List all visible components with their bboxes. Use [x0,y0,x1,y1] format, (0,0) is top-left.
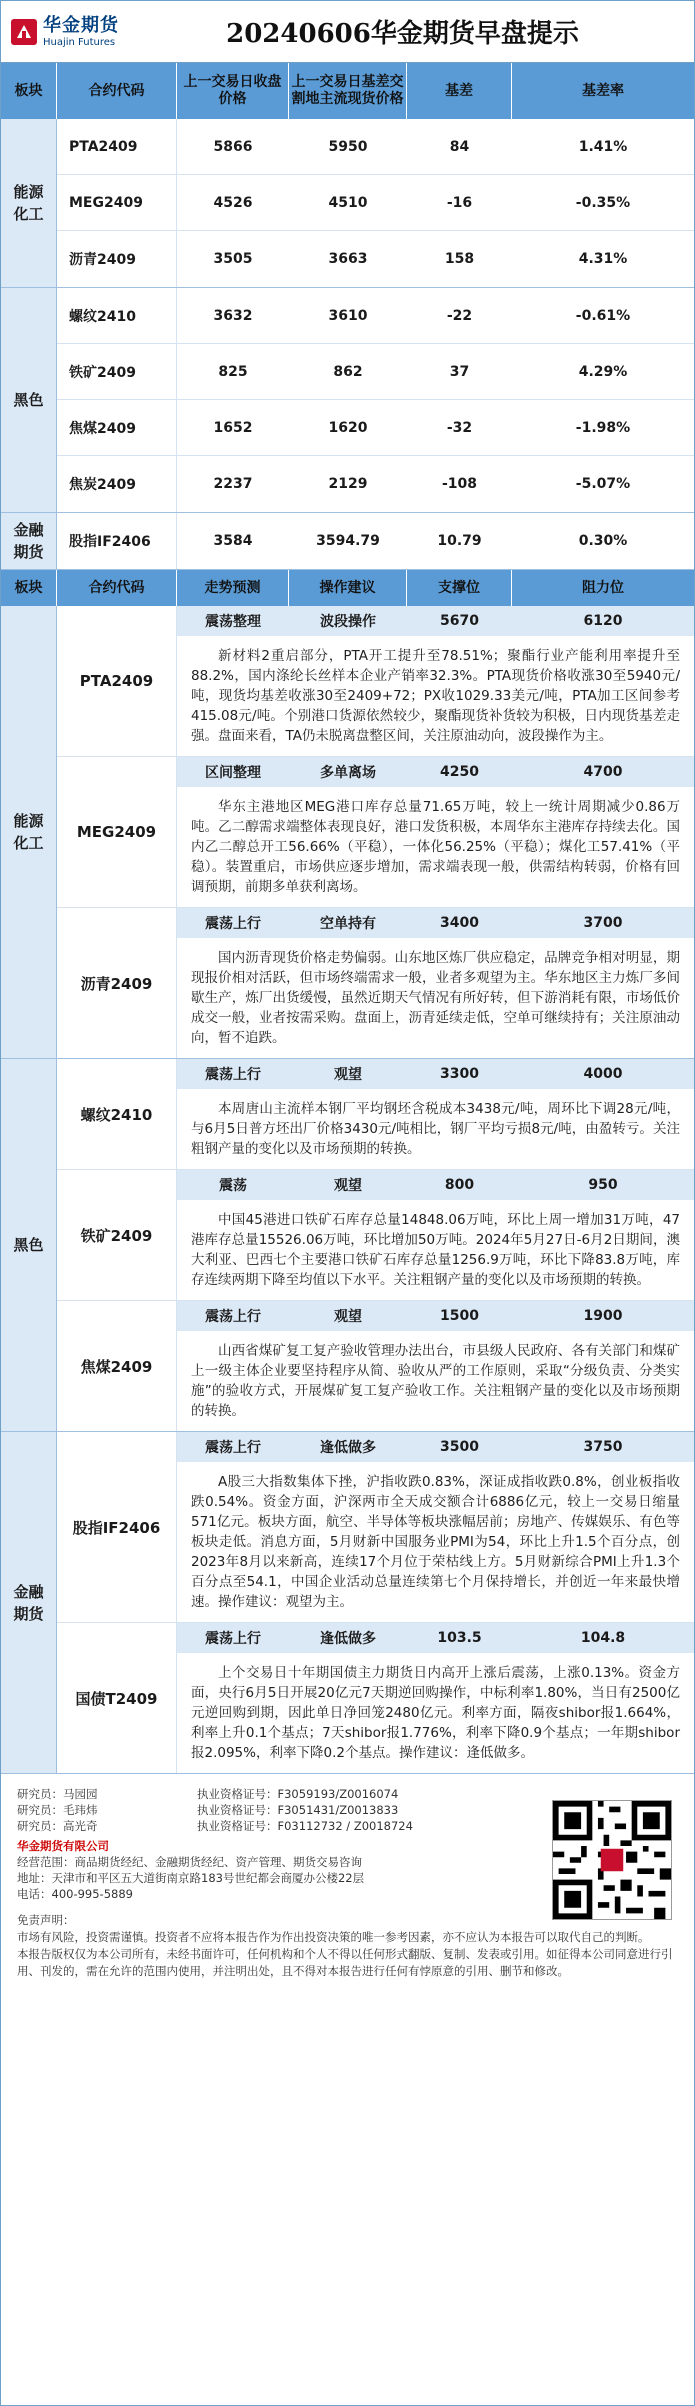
basis-cell: 焦炭2409 [57,456,177,512]
basis-cell: 3505 [213,251,253,267]
contract-body [177,757,694,907]
contract-summary [177,1059,694,1089]
basis-cell: 37 [449,363,470,380]
strategy-table-header [1,570,694,606]
contract-summary [177,757,694,787]
strategy-header-cell: 板块 [1,570,57,606]
contract-block [57,1170,694,1301]
basis-cell: 1.41% [578,138,628,155]
support-level: 5670 [440,613,479,629]
resistance-level: 4000 [583,1066,623,1082]
contract-block [57,908,694,1058]
sector-label: 黑色 [1,288,57,512]
basis-sector-group [1,513,694,570]
strategy-rows [57,1059,694,1431]
disclaimer-risk: 市场有风险，投资需谨慎。投资者不应将本报告作为作出投资决策的唯一参考因素，亦不应认为本报告可以取代自己的判断。 [17,1930,650,1944]
resistance-level: 1900 [583,1308,623,1324]
basis-cell: MEG2409 [57,175,177,230]
contract-block [57,1432,694,1623]
operation-advice: 多单离场 [320,765,376,781]
strategy-rows [57,1432,694,1773]
contract-block [57,757,694,908]
contract-block [57,1623,694,1773]
basis-header-cell: 基差 [407,63,512,119]
contract-code: 铁矿2409 [57,1170,177,1300]
contract-body [177,606,694,756]
basis-cell: 5866 [213,138,253,155]
basis-cell: 2129 [328,476,368,492]
brand-logo [1,15,171,49]
trend-forecast: 震荡上行 [205,916,261,932]
brand-logo-icon [11,19,37,45]
researcher-name: 研究员：毛玮炜 [17,1803,98,1817]
contract-code: MEG2409 [57,757,177,907]
disclaimer-title: 免责声明： [17,1913,75,1927]
basis-cell: 3663 [328,251,368,267]
trend-forecast: 震荡 [219,1178,247,1194]
disclaimer-copyright: 本报告版权仅为本公司所有，未经书面许可，任何机构和个人不得以任何形式翻版、复制、发表或引用。如征得本公司同意进行引用、刊发的，需在允许的范围内使用，并注明出处，且不得对本报告进行任何有悖原意的引用、删节和修改。 [17,1947,673,1978]
contract-block [57,1301,694,1431]
contract-body [177,1301,694,1431]
trend-forecast: 区间整理 [205,765,261,781]
strategy-header-cell: 阻力位 [582,579,624,596]
researcher-name: 研究员：马园园 [17,1787,98,1801]
operation-advice: 观望 [334,1309,362,1325]
basis-cell: 铁矿2409 [57,344,177,399]
basis-cell: 1652 [213,419,253,436]
contract-block [57,606,694,757]
basis-cell: 3610 [328,307,368,324]
support-level: 103.5 [437,1630,482,1646]
sector-label: 能源化工 [1,119,57,287]
table-row [57,231,694,287]
basis-cell: 3632 [213,307,253,324]
commentary-text: 华东主港地区MEG港口库存总量71.65万吨，较上一统计周期减少0.86万吨。乙二醇需求端整体表现良好，港口发货积极，本周华东主港库存持续去化。国内乙二醇总开工56.66%（平稳），一体化56.25%（平稳）；煤化工57.41%（平稳）。装置重启，市场供应逐步增加，需求端表现一般，供需结构转弱，价格有回调预期，前期多单获利离场。 [191,799,680,895]
strategy-rows [57,606,694,1058]
basis-cell: 4510 [328,194,368,211]
operation-advice: 波段操作 [320,614,376,630]
strategy-header-cell: 支撑位 [407,570,512,606]
contract-code: 沥青2409 [57,908,177,1058]
basis-cell: 4.31% [578,251,628,267]
basis-header-cell: 合约代码 [57,63,177,119]
operation-advice: 观望 [334,1067,362,1083]
business-scope: 经营范围：商品期货经纪、金融期货经纪、资产管理、期货交易咨询 [17,1855,362,1869]
sector-label: 黑色 [1,1059,57,1431]
table-row [57,344,694,400]
basis-sector-group [1,288,694,513]
table-row [57,456,694,512]
contract-summary [177,1623,694,1653]
commentary-text: 中国45港进口铁矿石库存总量14848.06万吨，环比上周一增加31万吨，47港库存总量15526.06万吨，环比增加50万吨。2024年5月27日-6月2日期间，澳大利亚、巴西七个主要港口铁矿石库存总量1256.9万吨，环比下降83.8万吨，库存连续两期下降至均值以下水平。关注粗钢产量的变化以及市场预期的转换。 [191,1212,680,1288]
commentary-text: A股三大指数集体下挫，沪指收跌0.83%，深证成指收跌0.8%，创业板指收跌0.54%。资金方面，沪深两市全天成交额合计6886亿元，较上一交易日缩量571亿元。板块方面，航空、半导体等板块涨幅居前；房地产、传媒娱乐、有色等板块走低。消息方面，5月财新中国服务业PMI为54，环比上升1.5个百分点，创2023年8月以来新高，连续17个月位于荣枯线上方。5月财新综合PMI上升1.3个百分点至54.1，中国企业活动总量连续第七个月保持增长，并创近一年来最快增速。操作建议：观望为主。 [191,1474,680,1610]
strategy-sector-group [1,606,694,1059]
contract-block [57,1059,694,1170]
trend-forecast: 震荡上行 [205,1440,261,1456]
trend-forecast: 震荡上行 [205,1631,261,1647]
basis-cell: 3594.79 [316,533,380,549]
contract-code: 焦煤2409 [57,1301,177,1431]
contract-body [177,908,694,1058]
basis-cell: 1620 [328,419,368,436]
sector-label: 金融期货 [1,513,57,569]
basis-cell: -22 [446,307,473,324]
resistance-level: 4700 [583,764,623,780]
sector-label: 金融期货 [1,1432,57,1773]
brand-name-cn: 华金期货 [43,14,119,36]
basis-rows [57,119,694,287]
contract-code: 国债T2409 [57,1623,177,1773]
resistance-level: 104.8 [580,1630,626,1646]
basis-cell: 2237 [213,476,253,492]
brand-name-en: Huajin Futures [43,36,116,48]
basis-cell: -16 [446,194,473,211]
strategy-header-cell: 合约代码 [57,570,177,606]
company-name: 华金期货有限公司 [17,1839,109,1853]
support-level: 1500 [440,1308,479,1324]
contract-body [177,1170,694,1300]
commentary-text: 国内沥青现货价格走势偏弱。山东地区炼厂供应稳定，品牌竞争相对明显，期现报价相对活跃，但市场终端需求一般，业者多观望为主。华东地区主力炼厂多间歇生产，炼厂出货缓慢，虽然近期天气情况有所好转，但下游消耗有限，市场低价成交一般，业者按需采购。盘面上，沥青延续走低，空单可继续持有；关注原油动向，暂不追跌。 [191,950,680,1046]
contract-summary [177,1170,694,1200]
contract-code: 股指IF2406 [57,1432,177,1622]
basis-cell: 3584 [213,533,253,549]
resistance-level: 3700 [583,915,623,931]
basis-rows [57,513,694,569]
basis-sector-group [1,119,694,288]
basis-cell: 5950 [328,138,368,155]
table-row [57,119,694,175]
basis-cell: PTA2409 [57,119,177,174]
commentary-text: 上个交易日十年期国债主力期货日内高开上涨后震荡，上涨0.13%。资金方面，央行6月5日开展20亿元7天期逆回购操作，中标利率1.80%，当日有2500亿元逆回购到期，因此单日净回笼2480亿元。利率方面，隔夜shibor报1.664%，利率上升0.1个基点；7天shibor报1.776%，利率下降0.9个基点；一年期shibor报2.095%，利率下降0.2个基点。操作建议：逢低做多。 [191,1665,680,1761]
support-level: 3300 [440,1066,479,1082]
basis-cell: 沥青2409 [57,231,177,287]
company-address: 地址：天津市和平区五大道街南京路183号世纪都会商厦办公楼22层 [17,1871,365,1885]
commentary-text: 山西省煤矿复工复产验收管理办法出台，市县级人民政府、各有关部门和煤矿上一级主体企业要坚持程序从简、验收从严的工作原则，采取“分级负责、分类实施”的验收方式，开展煤矿复工复产验收工作。关注粗钢产量的变化以及市场预期的转换。 [191,1343,680,1419]
basis-cell: 螺纹2410 [57,288,177,343]
basis-cell: 焦煤2409 [57,400,177,455]
resistance-level: 6120 [583,613,623,629]
report-title: 20240606华金期货早盘提示 [226,19,579,49]
basis-cell: 4526 [213,194,253,211]
trend-forecast: 震荡整理 [205,614,261,630]
operation-advice: 逢低做多 [320,1631,376,1647]
contract-summary [177,1301,694,1331]
researcher-license: 执业资格证号：F3059193/Z0016074 [197,1787,399,1801]
strategy-sector-group [1,1432,694,1774]
basis-cell: 10.79 [437,533,482,549]
operation-advice: 逢低做多 [320,1440,376,1456]
basis-table [1,63,694,570]
researcher-name: 研究员：高光奇 [17,1819,98,1833]
basis-cell: -32 [446,419,473,436]
basis-cell: -0.61% [575,307,631,324]
researcher-license: 执业资格证号：F03112732 / Z0018724 [197,1819,413,1833]
contract-body [177,1623,694,1773]
strategy-header-cell: 走势预测 [177,570,289,606]
contract-body [177,1059,694,1169]
operation-advice: 空单持有 [320,916,376,932]
strategy-sector-group [1,1059,694,1432]
strategy-header-cell: 操作建议 [289,570,407,606]
basis-cell: -5.07% [575,476,631,492]
trend-forecast: 震荡上行 [205,1309,261,1325]
support-level: 800 [444,1177,475,1193]
support-level: 3400 [440,915,479,931]
basis-header-cell: 板块 [1,63,57,119]
trend-forecast: 震荡上行 [205,1067,261,1083]
basis-header-cell: 上一交易日收盘价格 [177,63,289,119]
basis-cell: -1.98% [575,419,631,436]
basis-cell: -108 [441,476,478,492]
report-header [1,1,694,63]
basis-cell: 158 [444,251,475,267]
strategy-table [1,570,694,1774]
operation-advice: 观望 [334,1178,362,1194]
contract-code: PTA2409 [57,606,177,756]
basis-cell: 4.29% [578,363,628,380]
report-footer [1,1774,694,1902]
table-row [57,400,694,456]
support-level: 4250 [440,764,479,780]
basis-rows [57,288,694,512]
contract-body [177,1432,694,1622]
basis-cell: 862 [333,363,363,380]
basis-cell: 825 [218,363,248,380]
contract-summary [177,1432,694,1462]
researcher-license: 执业资格证号：F3051431/Z0013833 [197,1803,399,1817]
basis-table-header [1,63,694,119]
sector-label: 能源化工 [1,606,57,1058]
basis-cell: 84 [449,138,470,155]
resistance-level: 3750 [583,1439,623,1455]
table-row [57,513,694,569]
commentary-text: 本周唐山主流样本钢厂平均钢坯含税成本3438元/吨，周环比下调28元/吨，与6月5日普方坯出厂价格3430元/吨相比，钢厂平均亏损8元/吨，由盈转亏。关注粗钢产量的变化以及市场预期的转换。 [191,1101,680,1157]
basis-cell: -0.35% [575,194,631,211]
company-phone: 电话：400-995-5889 [17,1887,133,1901]
basis-header-cell: 上一交易日基差交割地主流现货价格 [289,63,407,119]
contract-summary [177,606,694,636]
basis-cell: 股指IF2406 [57,513,177,569]
basis-cell: 0.30% [578,533,628,549]
qr-code-icon [552,1800,672,1920]
support-level: 3500 [440,1439,479,1455]
contract-code: 螺纹2410 [57,1059,177,1169]
commentary-text: 新材料2重启部分，PTA开工提升至78.51%；聚酯行业产能利用率提升至88.2%，国内涤纶长丝样本企业产销率32.3%。PTA现货价格收涨30至5940元/吨，现货均基差收涨30至2409+72；PX收1029.33美元/吨，PTA加工区间参考415.08元/吨。个别港口货源依然较少，聚酯现货补货较为积极，日内现货基差走强。盘面来看，TA仍未脱离盘整区间，关注原油动向，波段操作为主。 [191,648,680,744]
table-row [57,175,694,231]
contract-summary [177,908,694,938]
table-row [57,288,694,344]
resistance-level: 950 [588,1177,618,1193]
basis-header-cell: 基差率 [582,82,624,99]
